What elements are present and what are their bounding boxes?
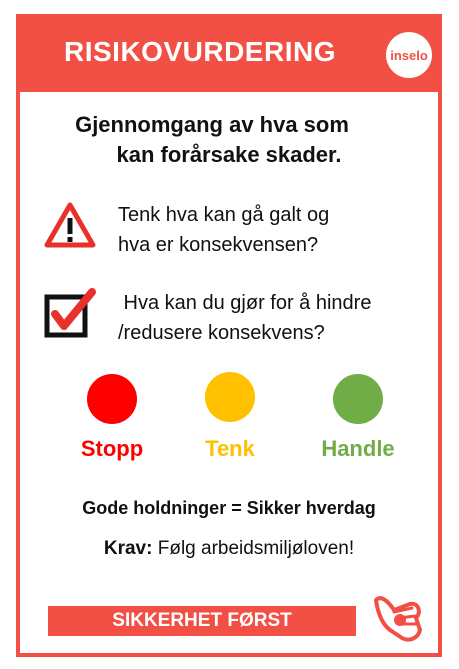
inselo-logo: inselo — [386, 32, 432, 78]
risk-card — [16, 14, 442, 657]
motto: Gode holdninger = Sikker hverdag — [82, 498, 376, 518]
item-2-line-1: Hva kan du gjør for å hindre — [118, 292, 372, 314]
subtitle-line-1: Gjennomgang av hva som — [75, 112, 349, 137]
raised-hand-icon — [370, 590, 424, 651]
act-circle — [333, 374, 383, 424]
item-2-line-2: /redusere konsekvens? — [118, 322, 325, 344]
think-circle — [205, 372, 255, 422]
stop-label: Stopp — [80, 436, 144, 461]
think-label: Tenk — [205, 436, 255, 461]
act-label: Handle — [321, 436, 395, 461]
item-1-line-2: hva er konsekvensen? — [118, 234, 319, 256]
card-title: RISIKOVURDERING — [64, 36, 336, 67]
item-1-line-1: Tenk hva kan gå galt og — [118, 204, 330, 226]
checkbox-icon — [44, 288, 98, 345]
requirement-text: Følg arbeidsmiljøloven! — [152, 538, 355, 559]
warning-triangle-icon — [44, 202, 96, 253]
header-bar — [20, 18, 438, 92]
subtitle-line-2: kan forårsake skader. — [116, 142, 342, 167]
safety-first-banner: SIKKERHET FØRST — [48, 606, 356, 636]
requirement — [20, 538, 438, 560]
stop-circle — [87, 374, 137, 424]
requirement-label: Krav: — [103, 538, 153, 559]
subtitle — [20, 110, 438, 170]
